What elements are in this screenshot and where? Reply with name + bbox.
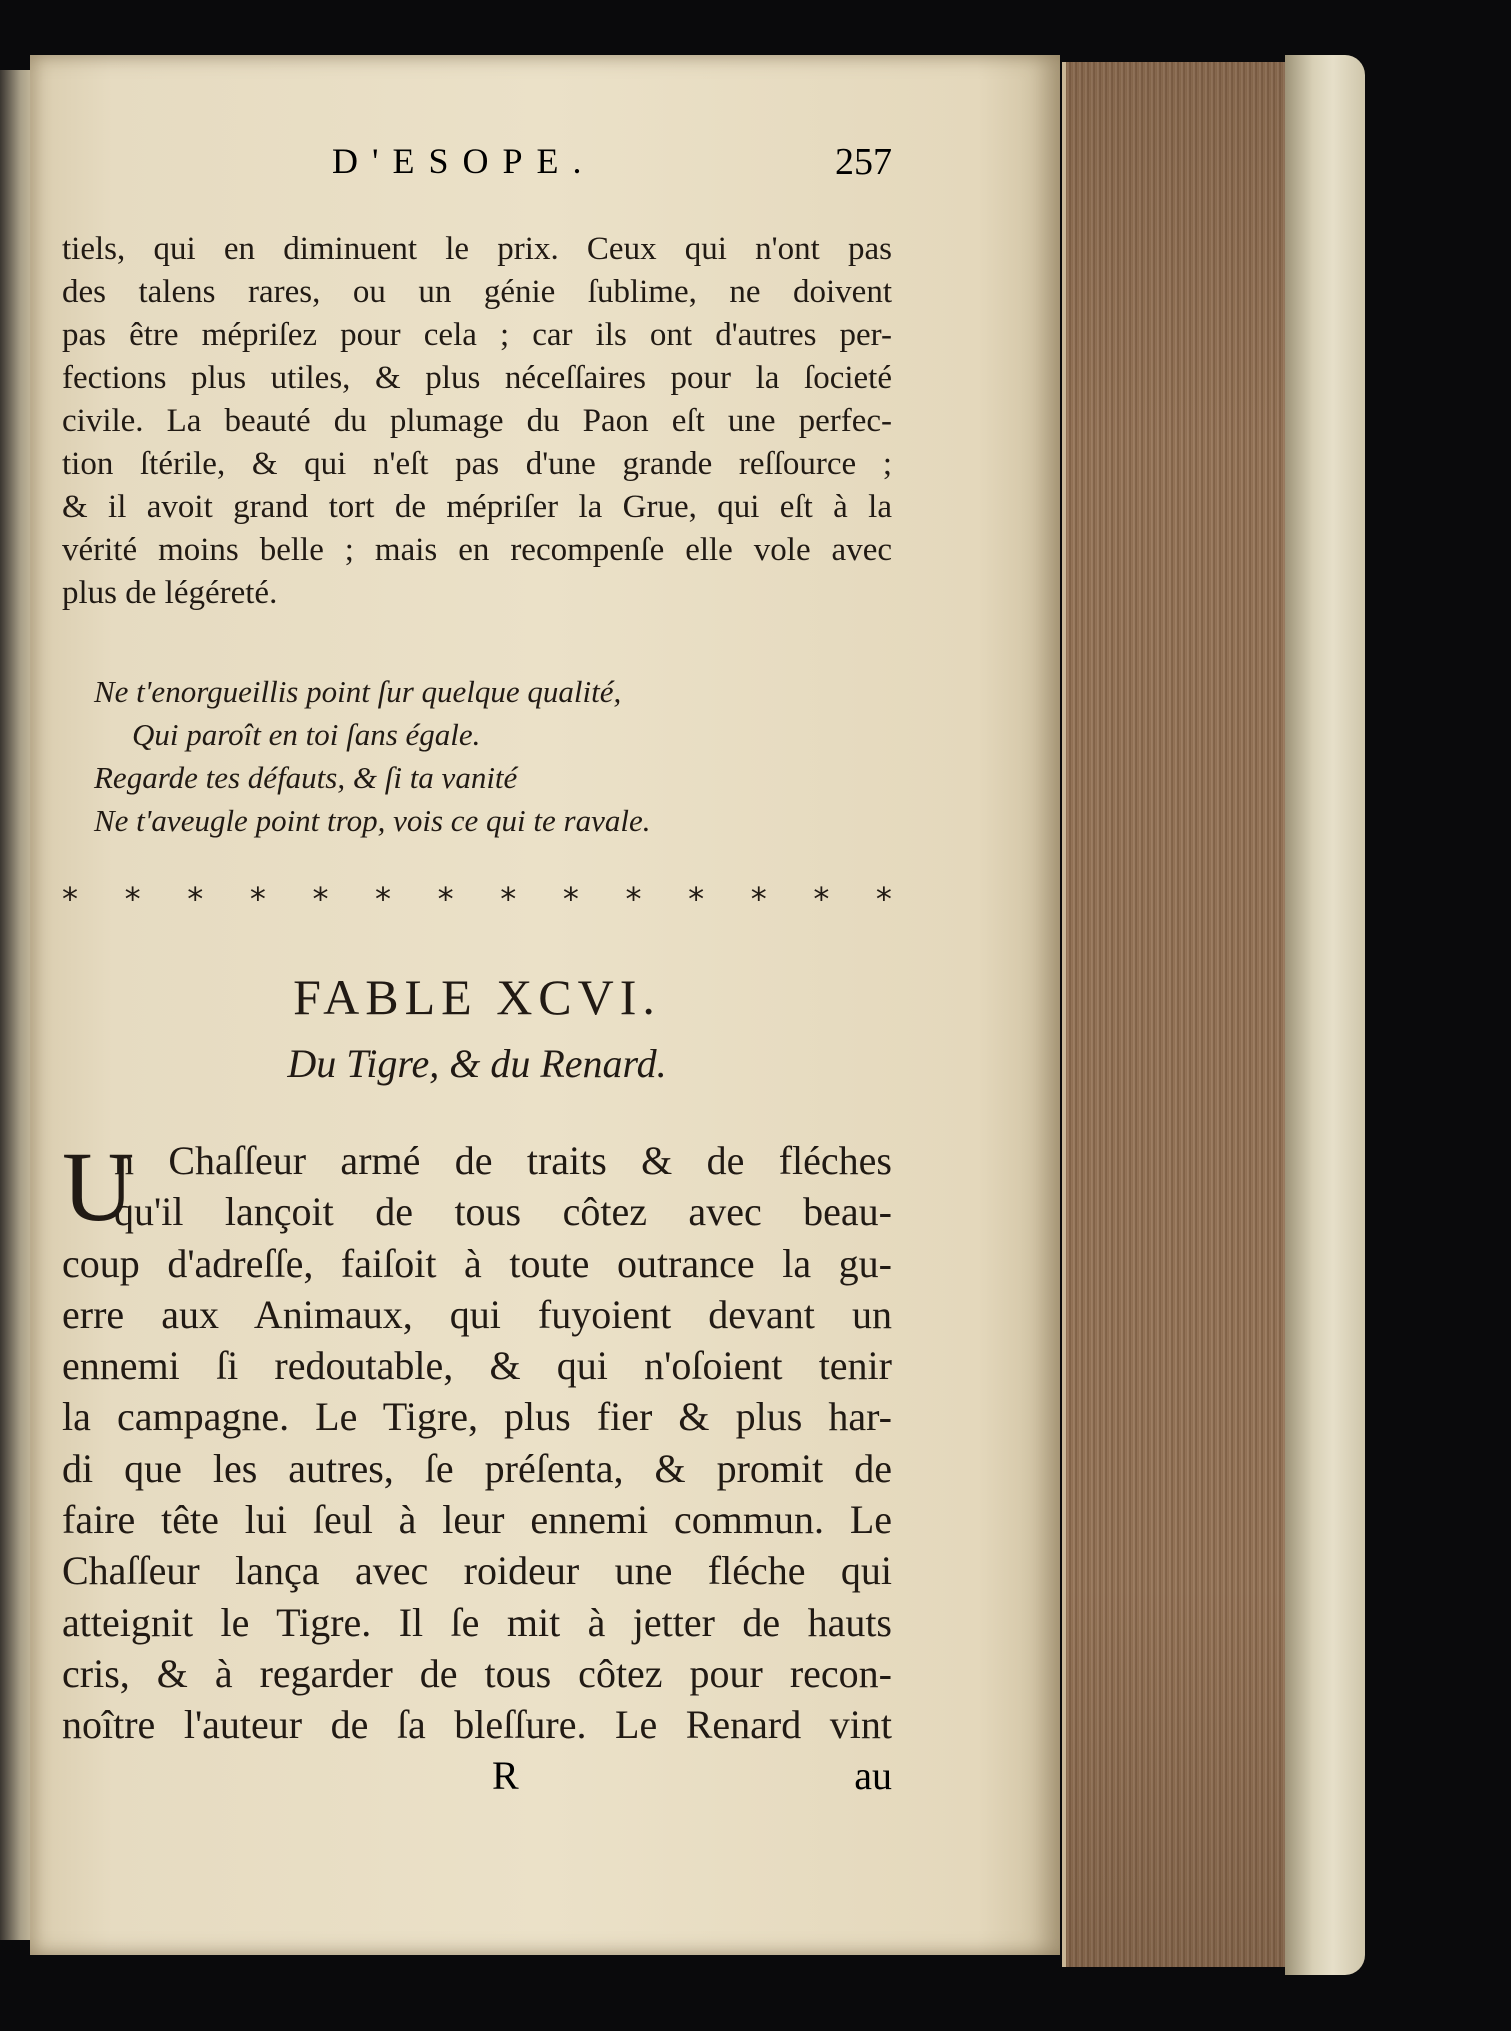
catchword: au [854,1753,892,1798]
running-head [62,140,892,190]
book-fore-edge [1062,62,1291,1967]
asterisk-ornament: * [62,880,78,918]
verse-line: Ne t'enorgueillis point ſur quelque qualité, [94,674,622,709]
text-line: civile. La beauté du plumage du Paon eſt une perfec- [62,403,892,439]
text-line: fections plus utiles, & plus néceſſaires pour la ſocieté [62,360,892,396]
moral-paragraph [62,228,892,615]
text-line: coup d'adreſſe, faiſoit à toute outrance la gu- [62,1240,892,1286]
text-line: pas être mépriſez pour cela ; car ils ont d'autres per- [62,317,892,353]
text-line: n Chaſſeur armé de traits & de fléches [114,1138,892,1183]
verse-line: Ne t'aveugle point trop, vois ce qui te ravale. [94,803,651,838]
text-line: Chaſſeur lança avec roideur une fléche qui [62,1548,892,1594]
asterisk-ornament: * [875,880,892,918]
text-line: tiels, qui en diminuent le prix. Ceux qui n'ont pas [62,231,892,267]
text-line: qu'il lançoit de tous côtez avec beau- [114,1189,892,1235]
drop-cap: U [62,1131,135,1242]
text-line: cris, & à regarder de tous côtez pour recon- [62,1650,892,1696]
asterisk-ornament: * [625,880,642,918]
text-line: atteignit le Tigre. Il ſe mit à jetter de hauts [62,1599,892,1645]
asterisk-ornament: * [187,880,204,918]
asterisk-ornament: * [437,880,454,918]
text-line: des talens rares, ou un génie ſublime, ne doivent [62,274,892,310]
previous-page-edge [0,70,34,1940]
asterisk-ornament: * [249,880,266,918]
vellum-binding [1285,55,1365,1975]
fable-body [62,1131,892,1751]
verse-moral [62,670,892,842]
signature-mark: R [492,1753,519,1798]
asterisk-ornament: * [750,880,767,918]
text-line: plus de légéreté. [62,575,278,611]
fable-subtitle: Du Tigre, & du Renard. [287,1041,667,1086]
asterisk-ornament: * [688,880,705,918]
text-line: di que les autres, ſe préſenta, & promit de [62,1445,892,1491]
asterisk-ornament: * [312,880,329,918]
running-title: D'ESOPE. [332,141,596,181]
verse-line: Regarde tes défauts, & ſi ta vanité [94,760,518,795]
text-line: la campagne. Le Tigre, plus fier & plus har- [62,1394,892,1440]
asterisk-ornament: * [375,880,392,918]
page-number: 257 [835,141,892,183]
text-line: & il avoit grand tort de mépriſer la Grue, qui eſt à la [62,489,892,525]
fable-title: FABLE XCVI. [293,969,661,1025]
asterisk-ornament: * [813,880,830,918]
asterisk-ornament: * [124,880,141,918]
text-line: vérité moins belle ; mais en recompenſe elle vole avec [62,532,892,568]
verse-line: Qui paroît en toi ſans égale. [132,717,481,752]
text-line: ennemi ſi redoutable, & qui n'oſoient tenir [62,1343,892,1389]
asterisk-ornament: * [562,880,579,918]
text-line: noître l'auteur de ſa bleſſure. Le Renard vint [62,1702,892,1748]
text-line: erre aux Animaux, qui fuyoient devant un [62,1291,892,1337]
asterisk-ornament: * [500,880,517,918]
text-line: tion ſtérile, & qui n'eſt pas d'une grande reſſource ; [62,446,892,482]
asterisk-ornament-row [62,880,892,918]
text-line: faire tête lui ſeul à leur ennemi commun. Le [62,1497,892,1543]
